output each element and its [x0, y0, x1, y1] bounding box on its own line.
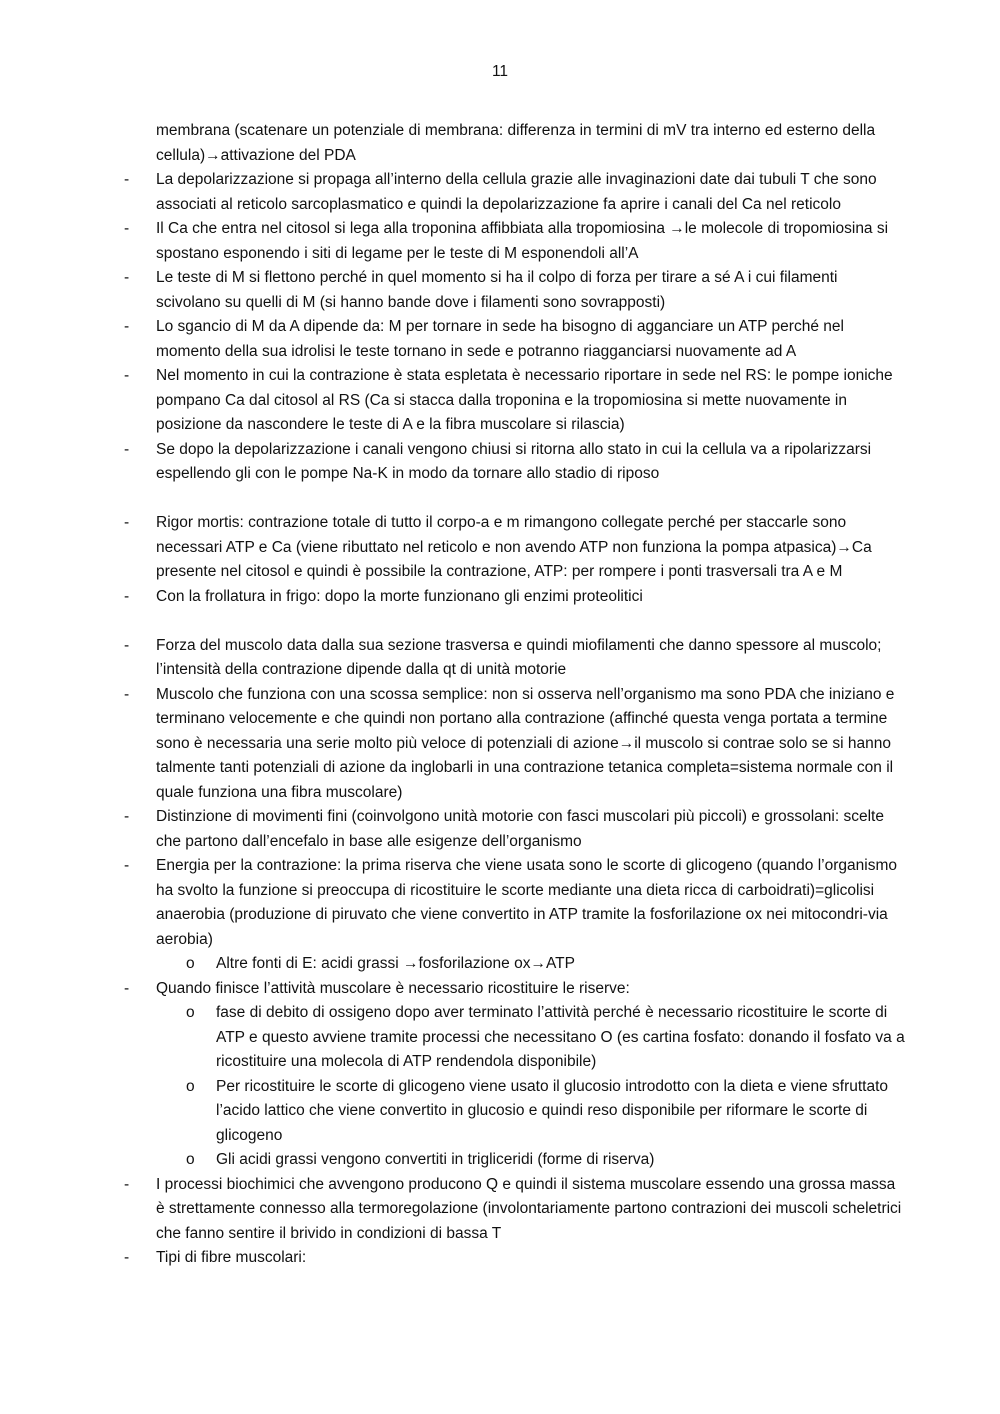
bullet-marker: -	[124, 808, 130, 825]
list-item-text: Tipi di fibre muscolari:	[156, 1249, 307, 1266]
bullet-marker: -	[124, 440, 130, 458]
list-item	[0, 217, 906, 266]
list-item-text: Forza del muscolo data dalla sua sezione trasversa e quindi miofilamenti che danno spessore al muscolo; l’intensità della contrazione dipende dalla qt di unità motorie	[156, 636, 882, 678]
bullet-marker: -	[124, 979, 130, 997]
sub-list-item	[0, 1075, 906, 1149]
list-item	[0, 119, 906, 168]
list-item-text: Muscolo che funziona con una scossa semplice: non si osserva nell’organismo ma sono PDA che iniziano e terminano velocemente e che quindi non portano alla contrazione (affinché questa venga portata a termine sono è necessaria una serie molto più veloce di potenziali di azione→il muscolo si contrae solo se si hanno talmente tanti potenziali di azione da inglobarli in una contrazione tetanica completa=sistema normale con il quale funziona una fibra muscolare)	[156, 685, 895, 801]
list-item-text: Se dopo la depolarizzazione i canali vengono chiusi si ritorna allo stato in cui la cellula va a ripolarizzarsi espellendo gli con le pompe Na-K in modo da tornare allo stadio di riposo	[156, 440, 872, 482]
list-item-text: Energia per la contrazione: la prima riserva che viene usata sono le scorte di glicogeno (quando l’organismo ha svolto la funzione si preoccupa di ricostituire le scorte mediante una dieta ricca di carboidrati)=glicolisi anaerobia (produzione di piruvato che viene convertito in ATP tramite la fosforilazione ox nei mitocondri-via aerobia)	[156, 857, 897, 948]
bullet-marker: -	[124, 1249, 130, 1266]
bullet-marker: -	[124, 514, 130, 531]
bullet-marker: -	[124, 857, 130, 874]
bullet-marker: -	[124, 220, 130, 237]
bullet-marker: -	[124, 367, 130, 384]
list-item-text: Quando finisce l’attività muscolare è necessario ricostituire le riserve:	[156, 979, 630, 997]
list-item	[0, 634, 906, 683]
list-item-text: Distinzione di movimenti fini (coinvolgono unità motorie con fasci muscolari più piccoli) e grossolani: scelte che partono dall’encefalo in base alle esigenze dell’organismo	[156, 808, 884, 850]
list-item	[0, 315, 906, 364]
sub-list-item	[0, 1001, 906, 1075]
sub-bullet-marker: o	[186, 1151, 195, 1168]
list-item-text: Le teste di M si flettono perché in quel momento si ha il colpo di forza per tirare a sé A i cui filamenti scivolano su quelli di M (si hanno bande dove i filamenti sono sovrapposti)	[156, 269, 838, 311]
bullet-marker: -	[124, 171, 130, 188]
paragraph-spacer	[0, 487, 1000, 512]
list-item	[0, 364, 906, 438]
list-item	[0, 977, 906, 1002]
page-number: 11	[491, 63, 509, 80]
list-item-text: Il Ca che entra nel citosol si lega alla troponina affibbiata alla tropomiosina →le molecole di tropomiosina si spostano esponendo i siti di legame per le teste di M esponendoli all’A	[156, 220, 889, 262]
bullet-marker: -	[124, 269, 130, 286]
list-item-text: fase di debito di ossigeno dopo aver terminato l’attività perché è necessario ricostituire le scorte di ATP e questo avviene tramite processi che necessitano O (es cartina fosfato: donando il fosfato va a ricostituire una molecola di ATP rendendola disponibile)	[216, 1004, 905, 1070]
list-item-text: La depolarizzazione si propaga all’interno della cellula grazie alle invaginazioni date dai tubuli T che sono associati al reticolo sarcoplasmatico e quindi la depolarizzazione fa aprire i canali del Ca nel reticolo	[156, 171, 877, 213]
bullet-marker: -	[124, 636, 130, 654]
list-item-text: Gli acidi grassi vengono convertiti in trigliceridi (forme di riserva)	[216, 1151, 655, 1168]
list-item	[0, 683, 906, 806]
list-item	[0, 585, 906, 610]
list-item	[0, 168, 906, 217]
list-item-text: Rigor mortis: contrazione totale di tutto il corpo-a e m rimangono collegate perché per staccarle sono necessari ATP e Ca (viene ributtato nel reticolo e non avendo ATP non funziona la pompa atpasica)→Ca presente nel citosol e quindi è possibile la contrazione, ATP: per rompere i ponti trasversali tra A e M	[156, 514, 872, 580]
bullet-marker: -	[124, 685, 130, 703]
list-item-text: I processi biochimici che avvengono producono Q e quindi il sistema muscolare essendo una grossa massa è strettamente connesso alla termoregolazione (involontariamente partono contrazioni dei muscoli scheletrici che fanno sentire il brivido in condizioni di bassa T	[156, 1175, 902, 1242]
bullet-marker: -	[124, 318, 130, 335]
sub-list-item	[0, 952, 906, 977]
list-item	[0, 1246, 906, 1271]
list-item-text: Nel momento in cui la contrazione è stata espletata è necessario riportare in sede nel RS: le pompe ioniche pompano Ca dal citosol al RS (Ca si stacca dalla troponina e la tropomiosina si mette nuovamente in posizione da nascondere le teste di A e la fibra muscolare si rilascia)	[156, 367, 893, 433]
list-item	[0, 854, 906, 952]
bullet-marker: -	[124, 1175, 130, 1193]
sub-bullet-marker: o	[186, 1004, 195, 1021]
list-item-text: membrana (scatenare un potenziale di membrana: differenza in termini di mV tra interno ed esterno della cellula)→attivazione del PDA	[156, 122, 876, 164]
bullet-marker: -	[124, 587, 130, 605]
list-item-text: Con la frollatura in frigo: dopo la morte funzionano gli enzimi proteolitici	[156, 587, 643, 605]
list-item-text: Per ricostituire le scorte di glicogeno viene usato il glucosio introdotto con la dieta e viene sfruttato l’acido lattico che viene convertito in glucosio e quindi reso disponibile per riformare le scorte di glicogeno	[216, 1077, 889, 1144]
paragraph-spacer	[0, 609, 1000, 634]
list-item-text: Lo sgancio di M da A dipende da: M per tornare in sede ha bisogno di agganciare un ATP perché nel momento della sua idrolisi le teste tornano in sede e potranno riagganciarsi nuovamente ad A	[156, 318, 844, 360]
document-body	[0, 119, 1000, 1271]
list-item	[0, 266, 906, 315]
list-item	[0, 511, 906, 585]
list-item-text: Altre fonti di E: acidi grassi →fosforilazione ox→ATP	[216, 955, 575, 972]
list-item	[0, 438, 906, 487]
sub-list-item	[0, 1148, 906, 1173]
sub-bullet-marker: o	[186, 1077, 195, 1095]
sub-bullet-marker: o	[186, 955, 195, 972]
list-item	[0, 1173, 906, 1247]
list-item	[0, 805, 906, 854]
